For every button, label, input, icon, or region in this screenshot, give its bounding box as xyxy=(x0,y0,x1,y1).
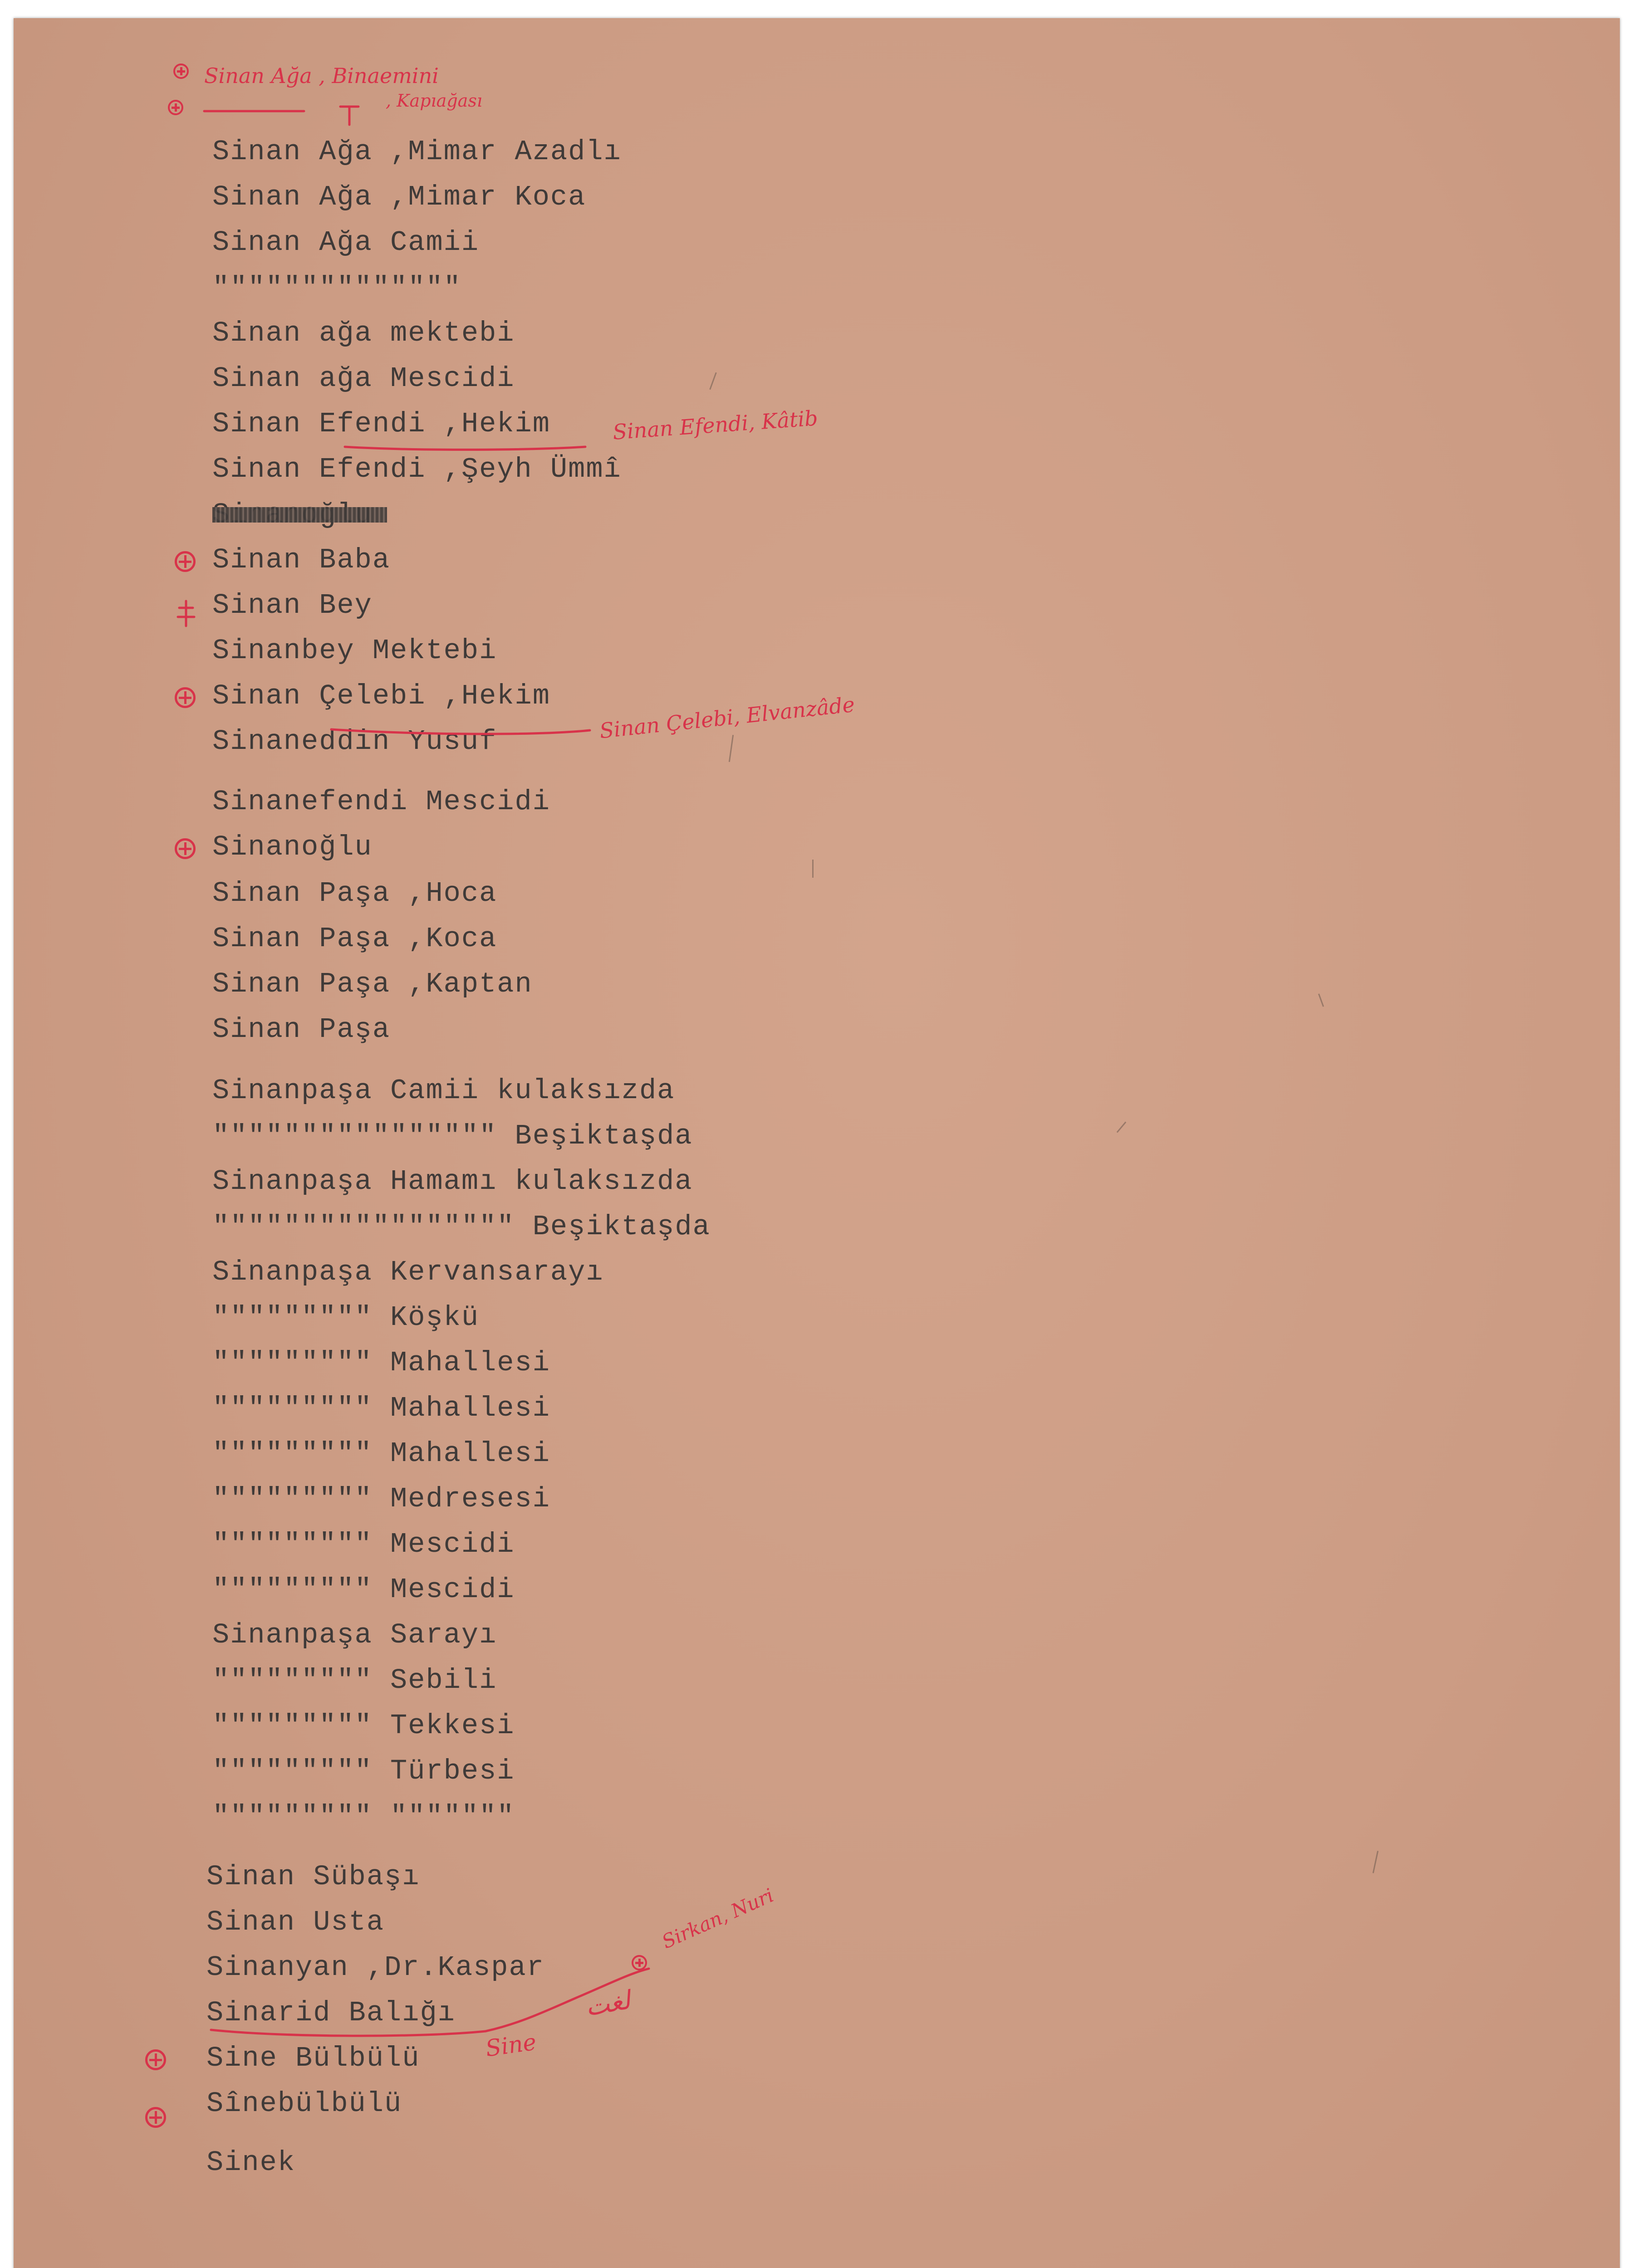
handwritten-note-top-2: , Kapıağası xyxy=(386,91,482,111)
entry-line: Sinaneddin Yusuf xyxy=(212,725,497,758)
entry-line: Sinan Bey xyxy=(212,589,373,621)
entry-line: Sinarid Balığı xyxy=(206,1997,456,2029)
ditto-line: """"""""" Mescidi xyxy=(212,1528,515,1560)
entry-line: Sinan Paşa ,Kaptan xyxy=(212,968,533,1000)
entry-line: Sinanoğlu xyxy=(212,831,373,863)
entry-line: Sinan ağa mektebi xyxy=(212,317,515,349)
entry-line: Sinan Baba xyxy=(212,544,391,576)
handwritten-note-lughat: لغت xyxy=(583,1985,633,2023)
ditto-line: """""""""""""" xyxy=(212,272,461,304)
entry-line: Sinanpaşa Sarayı xyxy=(212,1619,497,1651)
entry-line: Sinan Çelebi ,Hekim xyxy=(212,680,550,712)
entry-line: Sinanbey Mektebi xyxy=(212,635,497,667)
typed-index-card xyxy=(14,18,1620,2268)
entry-line: Sinan Ağa ,Mimar Azadlı xyxy=(212,136,622,168)
ditto-line: """""""""""""""" Beşiktaşda xyxy=(212,1120,693,1152)
entry-line: Sinanyan ,Dr.Kaspar xyxy=(206,1951,544,1984)
ditto-line: """"""""" Mahallesi xyxy=(212,1437,550,1470)
entry-line: Sine Bülbülü xyxy=(206,2042,420,2074)
ditto-line: """"""""" Mahallesi xyxy=(212,1347,550,1379)
entry-line: Sinan Efendi ,Hekim xyxy=(212,408,550,440)
handwritten-note-sirkan: Sirkan, Nuri xyxy=(658,1884,777,1953)
handwritten-note-efendi: Sinan Efendi, Kâtib xyxy=(612,406,819,445)
entry-line: Sinan Usta xyxy=(206,1906,385,1938)
ditto-line: """"""""" Köşkü xyxy=(212,1301,480,1334)
ditto-line: """"""""" Türbesi xyxy=(212,1755,515,1787)
entry-line: Sînebülbülü xyxy=(206,2087,402,2120)
handwritten-note-sine: Sine xyxy=(484,2028,538,2062)
handwritten-note-top: Sinan Ağa , Binaemini xyxy=(204,64,439,88)
ditto-line: """"""""" Mahallesi xyxy=(212,1392,550,1424)
entry-line: Sinanpaşa Kervansarayı xyxy=(212,1256,604,1288)
entry-line: Sinan Ağa ,Mimar Koca xyxy=(212,181,586,213)
entry-line: Sinan Sübaşı xyxy=(206,1861,420,1893)
entry-line: Sinanefendi Mescidi xyxy=(212,786,550,818)
entry-line: Sinanpaşa Hamamı kulaksızda xyxy=(212,1165,693,1198)
handwritten-note-celebi: Sinan Çelebi, Elvanzâde xyxy=(598,692,856,743)
ditto-line: """"""""" Sebili xyxy=(212,1664,497,1696)
entry-line: Sinanpaşa Camii kulaksızda xyxy=(212,1075,675,1107)
ditto-line: """"""""" Medresesi xyxy=(212,1483,550,1515)
red-pen-strokes xyxy=(14,18,1620,2268)
entry-line: Sinan Ağa Camii xyxy=(212,226,480,259)
entry-line: Sinan Efendi ,Şeyh Ümmî xyxy=(212,453,622,485)
ditto-line: """"""""" Tekkesi xyxy=(212,1710,515,1742)
ditto-line: """"""""" Mescidi xyxy=(212,1574,515,1606)
entry-line: Sinan Paşa xyxy=(212,1013,391,1046)
ditto-line: """"""""" """"""" xyxy=(212,1800,515,1833)
entry-line: Sinan ağa Mescidi xyxy=(212,362,515,395)
entry-line: Sinek xyxy=(206,2146,296,2179)
ditto-line: """"""""""""""""" Beşiktaşda xyxy=(212,1211,711,1243)
entry-line: Sinan Paşa ,Koca xyxy=(212,923,497,955)
entry-line: Sinan Paşa ,Hoca xyxy=(212,877,497,909)
